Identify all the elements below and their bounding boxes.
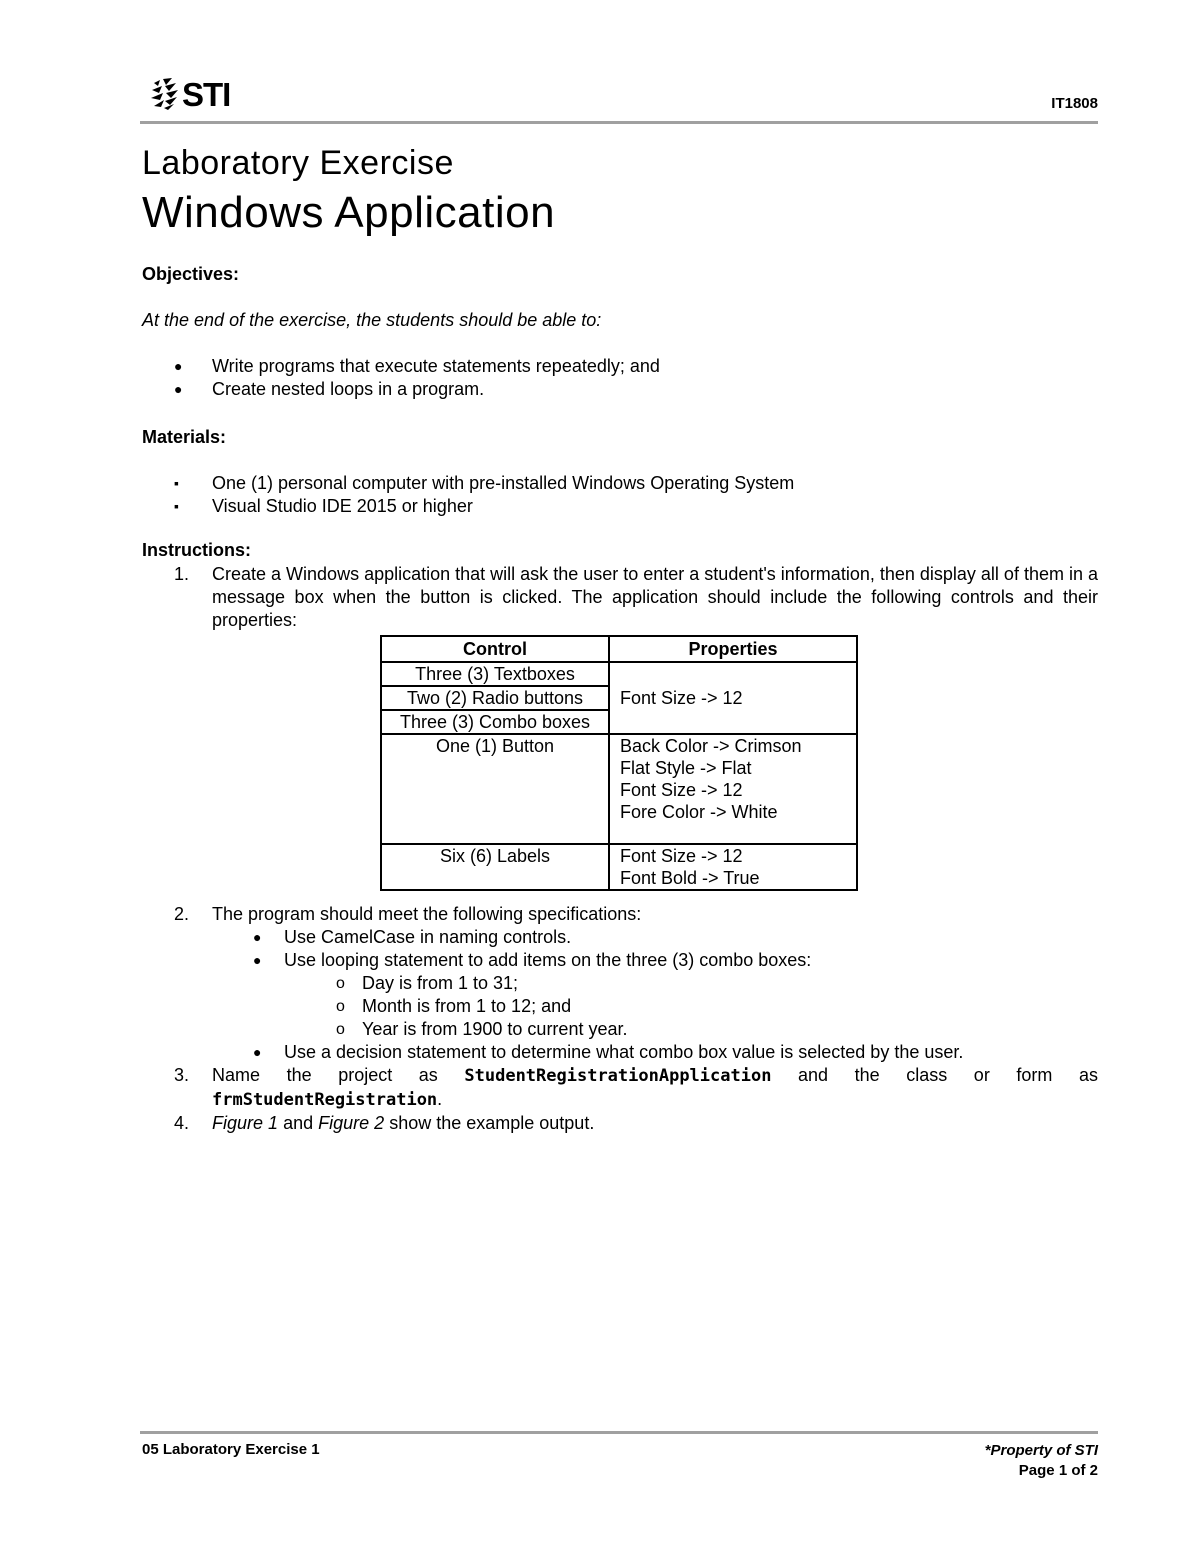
table-row: Three (3) Textboxes Font Size -> 12 [381,662,857,686]
instruction-step-3: 3. Name the project as StudentRegistrationApplication and the class or form as [174,1065,1098,1086]
footer-left: 05 Laboratory Exercise 1 [142,1441,320,1458]
list-item: ▪ Visual Studio IDE 2015 or higher [174,496,473,516]
bullet-circle-icon: o [336,1021,345,1038]
table-row: Six (6) Labels Font Size -> 12 Font Bold -> True [381,844,857,890]
list-item: o Year is from 1900 to current year. [336,1019,628,1039]
list-item: ● Use CamelCase in naming controls. [253,927,572,947]
bullet-dot-icon: ● [253,952,262,968]
header-properties: Properties [609,636,857,662]
objectives-intro: At the end of the exercise, the students should be able to: [142,310,602,330]
objectives-heading: Objectives: [142,264,240,284]
step-2-subitems [142,972,1098,1041]
step-2-bullets [142,926,1098,972]
instruction-step-1: 1. Create a Windows application that will ask the user to enter a student's information, then display all of them in a message box when the button is clicked. The application should include the following controls and their properties: [174,564,1098,630]
bullet-circle-icon: o [336,975,345,992]
step-1-text: Create a Windows application that will ask the user to enter a student's information, then display all of them in a message box when the button is clicked. The application should include the following controls and their properties: [212,564,1098,630]
controls-properties-table [380,635,858,891]
bullet-dot-icon: ● [253,929,262,945]
materials-list [142,472,794,518]
bullet-dot-icon: ● [174,381,183,397]
course-code: IT1808 [1051,95,1098,112]
sti-logo [150,74,230,114]
footer-right [985,1441,1098,1481]
page-number: Page 1 of 2 [1018,1462,1098,1479]
list-item: ▪ One (1) personal computer with pre-installed Windows Operating System [174,473,795,493]
bullet-square-icon: ▪ [174,498,179,514]
materials-heading: Materials: [142,427,227,447]
title-line-2: Windows Application [142,188,556,237]
footer-divider [140,1431,1098,1434]
list-item: o Month is from 1 to 12; and [336,996,572,1016]
bullet-dot-icon: ● [174,358,183,374]
list-item: ● Write programs that execute statements repeatedly; and [174,356,660,376]
title-line-1: Laboratory Exercise [142,144,454,182]
logo-text: STI [182,75,231,113]
bullet-circle-icon: o [336,998,345,1015]
form-name: frmStudentRegistration [212,1090,438,1110]
header-divider [140,121,1098,124]
list-item: ● Create nested loops in a program. [174,379,485,399]
list-item: o Day is from 1 to 31; [336,973,519,993]
table-header-row [381,636,857,662]
instructions-heading: Instructions: [142,540,252,560]
bullet-dot-icon: ● [253,1044,262,1060]
instruction-step-4: 4. Figure 1 and Figure 2 show the example output. [174,1113,595,1133]
list-item: ● Use looping statement to add items on the three (3) combo boxes: [253,950,812,970]
table-row: Two (2) Radio buttons [381,686,857,710]
objectives-list [142,355,660,401]
header-control: Control [381,636,609,662]
bullet-square-icon: ▪ [174,475,179,491]
sti-globe-icon [150,77,180,111]
table-row: Three (3) Combo boxes [381,710,857,734]
property-notice: *Property of STI [984,1442,1098,1459]
project-name: StudentRegistrationApplication [464,1066,772,1086]
table-row: One (1) Button Back Color -> Crimson Flat Style -> Flat Font Size -> 12 Fore Color -> White [381,734,857,844]
list-item: ● Use a decision statement to determine what combo box value is selected by the user. [253,1042,964,1062]
instruction-step-2: 2. The program should meet the following specifications: ● Use CamelCase in naming controls. ● Use looping statement to add items on the three (3) combo boxes: o Day is from 1 to 31; o Month is from 1 to 12; and o Year is from 1900 to current year. ● Use a decision statement to determine what combo box value is selected by the user. 3. Name the project as StudentRegistrationApplication and the class or form as frmStudentRegistration. 4. Figure 1 and Figure 2 show the example output. [142,903,1098,1135]
